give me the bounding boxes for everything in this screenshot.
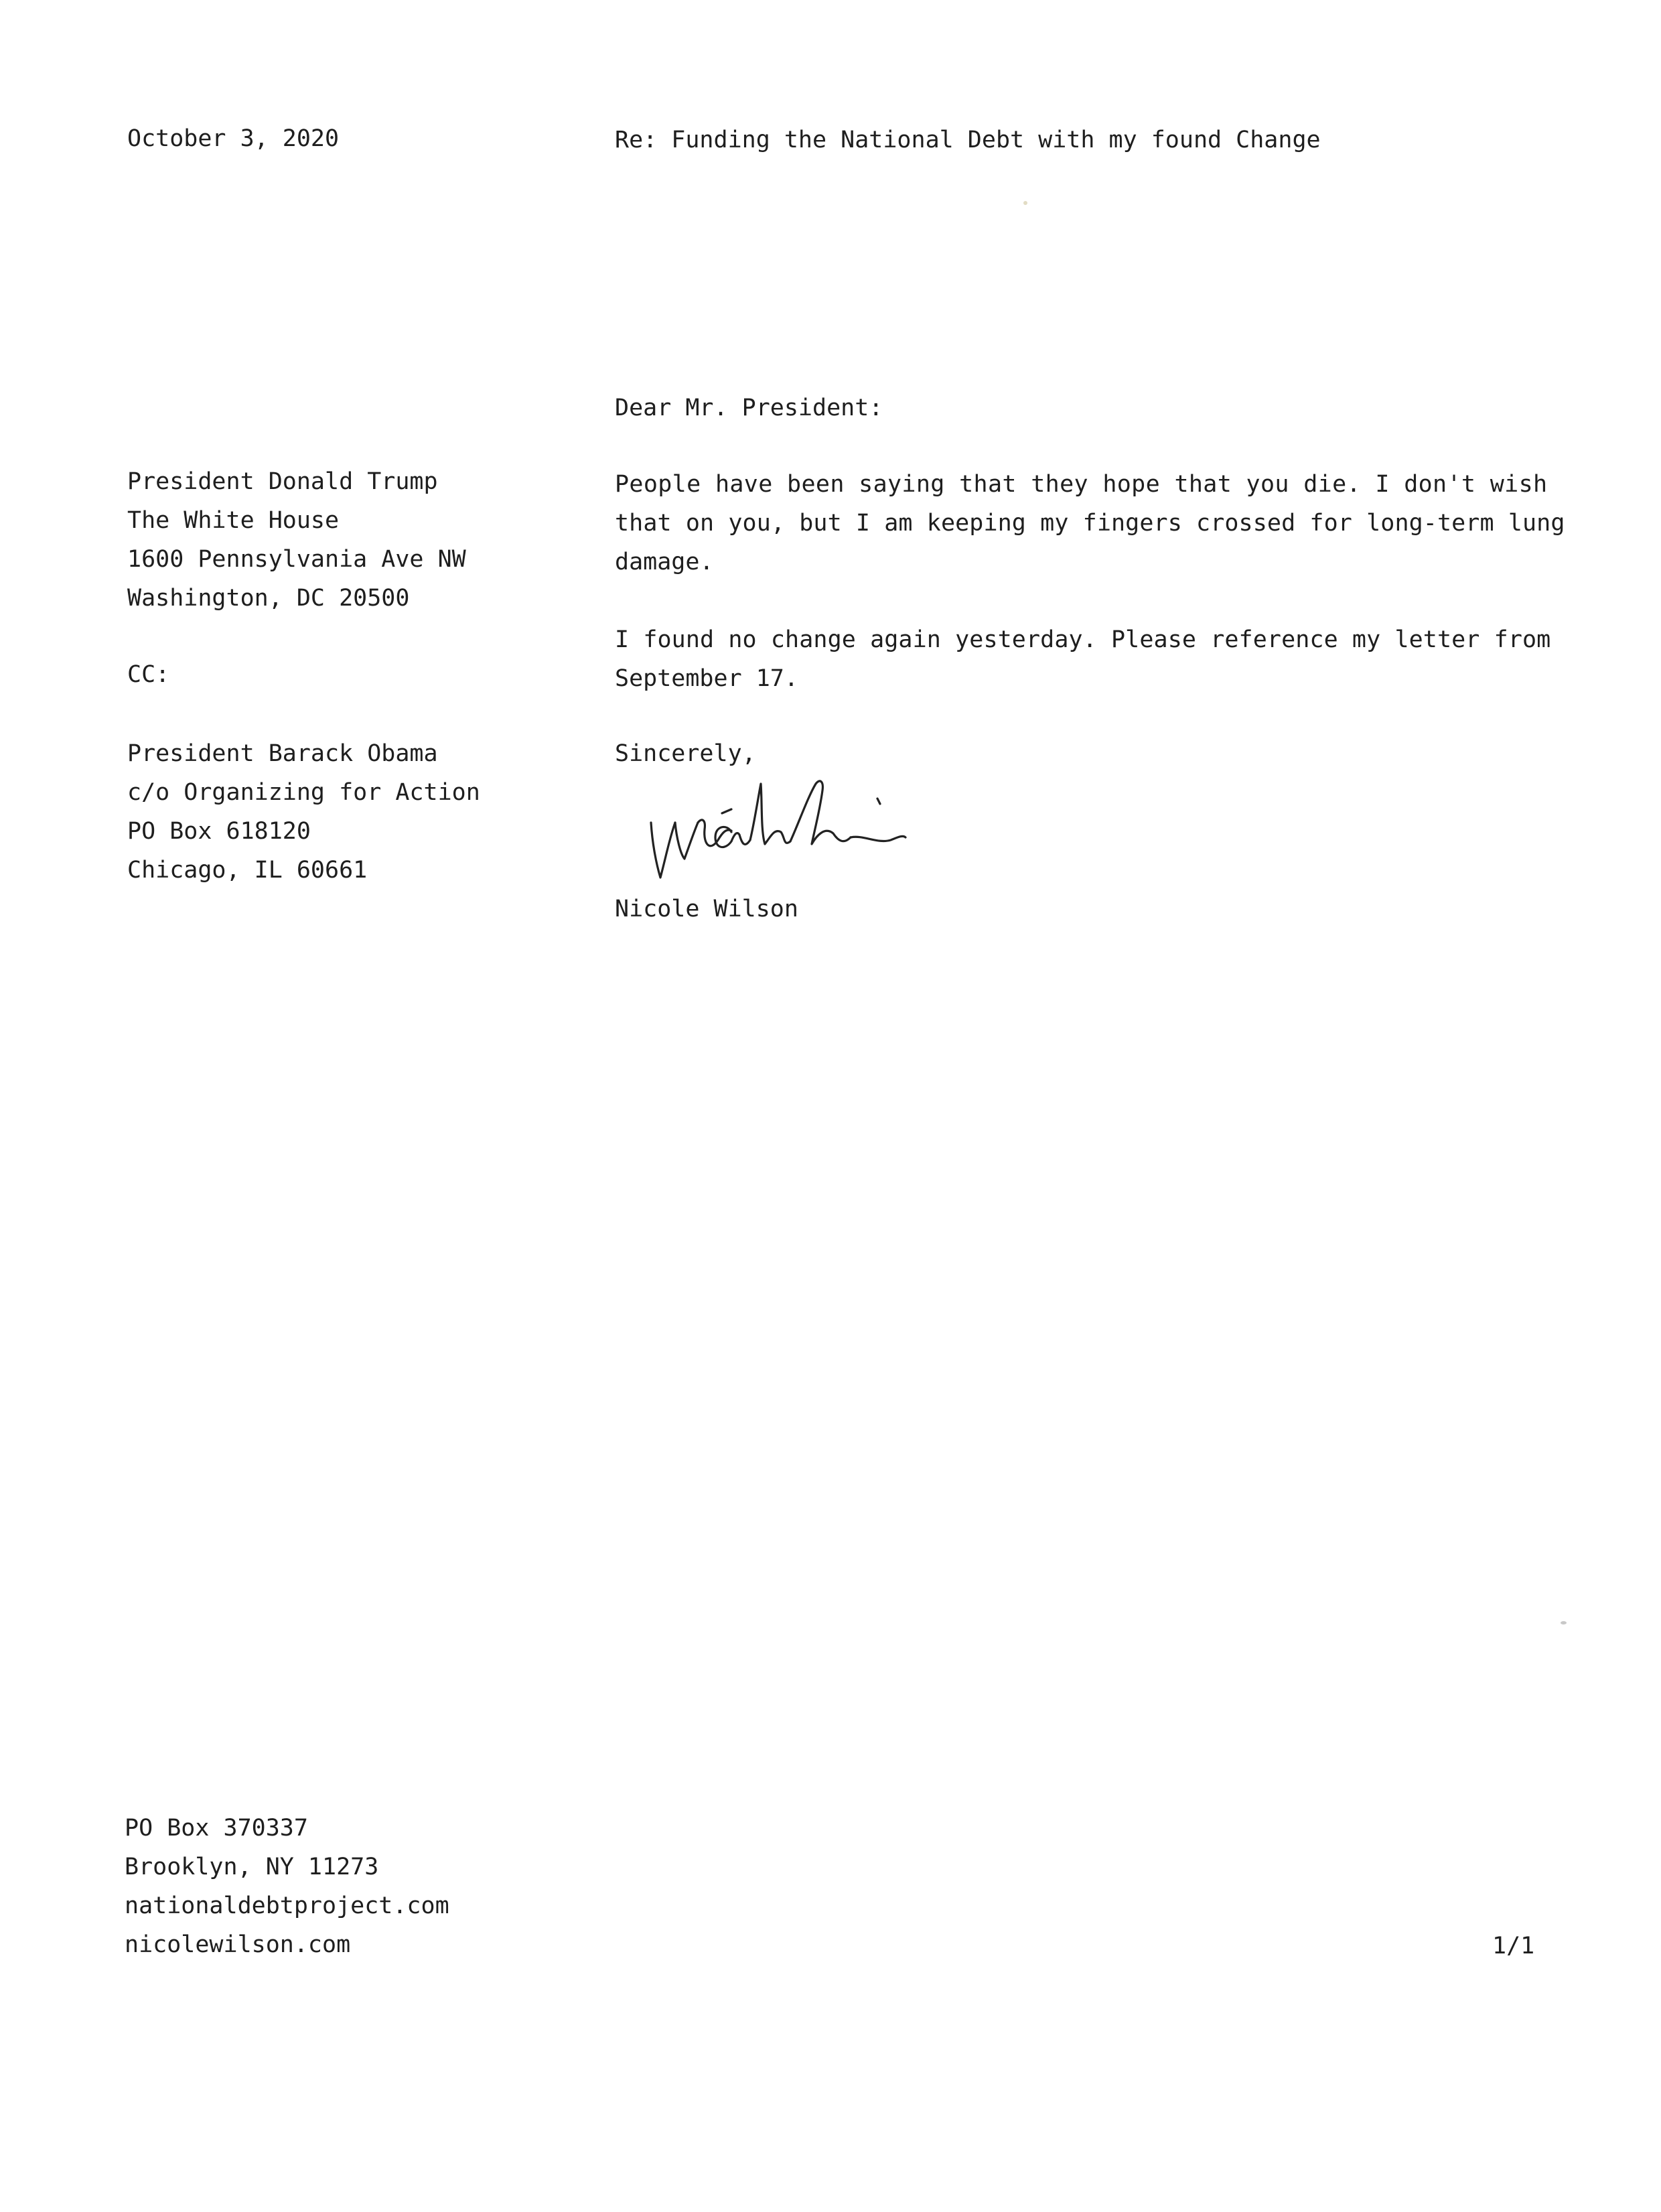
body-paragraph-1 [615, 465, 1565, 581]
footer-website-link[interactable]: nationaldebtproject.com [125, 1892, 449, 1919]
recipient-address-line: 1600 Pennsylvania Ave NW [127, 546, 466, 573]
footer-website-link[interactable]: nicolewilson.com [125, 1931, 351, 1958]
cc-address-line: PO Box 618120 [127, 818, 311, 845]
scan-speck [1561, 1621, 1567, 1625]
signature-image [643, 770, 991, 898]
letter-subject: Re: Funding the National Debt with my found Change [615, 127, 1321, 153]
recipient-name: President Donald Trump [127, 468, 438, 495]
footer-po-box: PO Box 370337 [125, 1815, 308, 1842]
closing: Sincerely, [615, 740, 756, 767]
body-line: I found no change again yesterday. Please reference my letter from [615, 626, 1551, 653]
cc-recipient-name: President Barack Obama [127, 740, 438, 767]
page-number: 1/1 [1492, 1933, 1535, 1959]
body-line: damage. [615, 549, 714, 575]
recipient-address [127, 462, 466, 618]
body-line: September 17. [615, 665, 798, 692]
footer-contact [125, 1809, 449, 1964]
salutation: Dear Mr. President: [615, 395, 883, 421]
recipient-address-line: The White House [127, 507, 340, 534]
letter-date: October 3, 2020 [127, 125, 340, 152]
cc-label: CC: [127, 661, 170, 688]
body-line: People have been saying that they hope that you die. I don't wish [615, 471, 1548, 498]
footer-city: Brooklyn, NY 11273 [125, 1854, 379, 1880]
cc-address [127, 734, 480, 890]
body-paragraph-2 [615, 620, 1551, 698]
sender-name: Nicole Wilson [615, 896, 798, 922]
cc-address-line: Chicago, IL 60661 [127, 857, 368, 884]
recipient-address-line: Washington, DC 20500 [127, 585, 410, 612]
scan-speck [1023, 201, 1027, 205]
body-line: that on you, but I am keeping my fingers crossed for long-term lung [615, 510, 1565, 537]
cc-address-line: c/o Organizing for Action [127, 779, 480, 806]
